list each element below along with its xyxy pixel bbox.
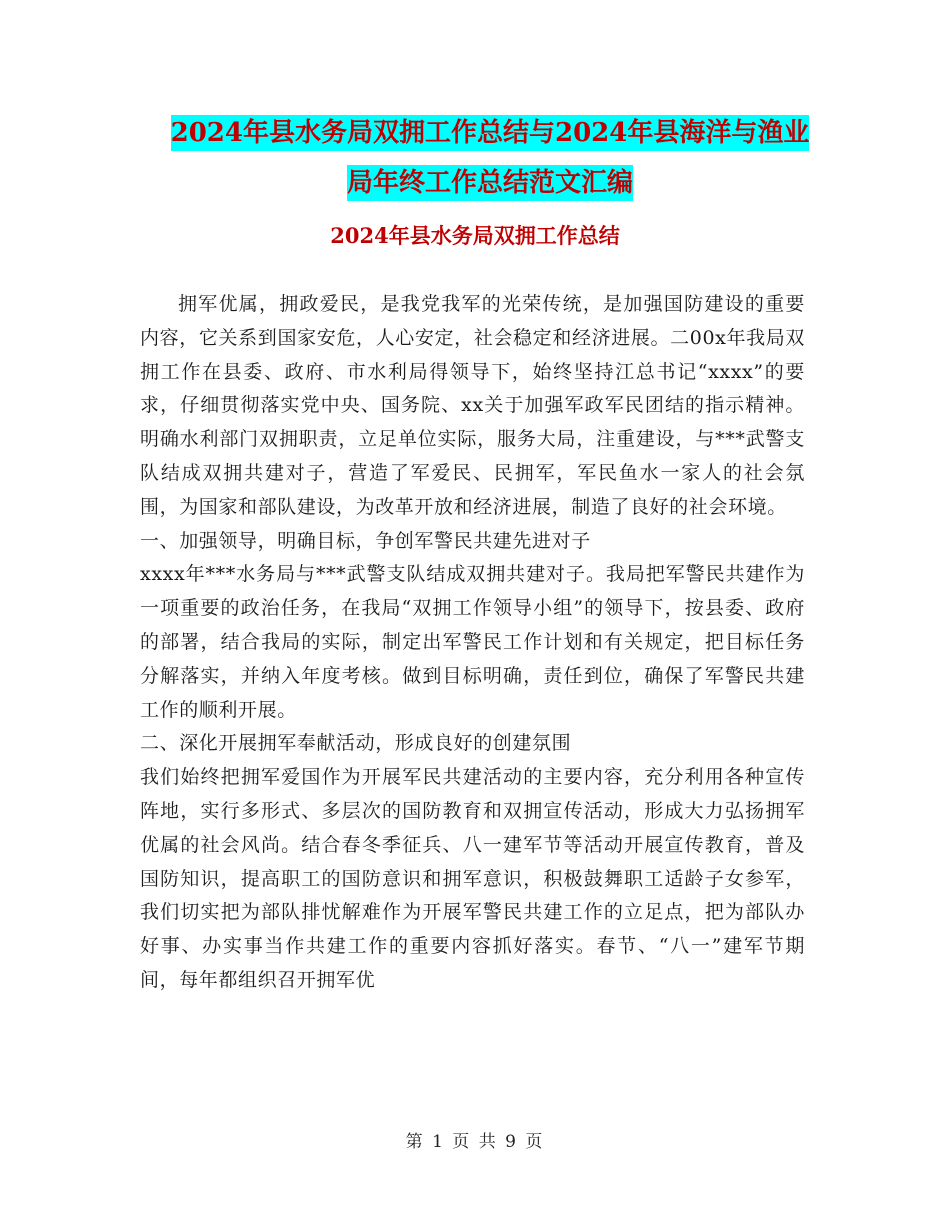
body-paragraph: 拥军优属，拥政爱民，是我党我军的光荣传统，是加强国防建设的重要内容，它关系到国家安危，人心安定，社会稳定和经济进展。二00x年我局双拥工作在县委、政府、市水利局得领导下，始终坚持江总书记“xxxx”的要求，仔细贯彻落实党中央、国务院、xx关于加强军政军民团结的指示精神。明确水利部门双拥职责，立足单位实际，服务大局，注重建设，与***武警支队结成双拥共建对子，营造了军爱民、民拥军，军民鱼水一家人的社会氛围，为国家和部队建设，为改革开放和经济进展，制造了良好的社会环境。 bbox=[140, 293, 805, 518]
document-title bbox=[140, 108, 840, 208]
body-paragraph: xxxx年***水务局与***武警支队结成双拥共建对子。我局把军警民共建作为一项重要的政治任务，在我局“双拥工作领导小组”的领导下，按县委、政府的部署，结合我局的实际，制定出军警民工作计划和有关规定，把目标任务分解落实，并纳入年度考核。做到目标明确，责任到位，确保了军警民共建工作的顺利开展。 bbox=[140, 563, 805, 721]
document-title-line-1: 2024年县水务局双拥工作总结与2024年县海洋与渔业 bbox=[171, 115, 810, 151]
document-title-line-2: 局年终工作总结范文汇编 bbox=[347, 165, 633, 201]
section-title: 2024年县水务局双拥工作总结 bbox=[330, 223, 620, 248]
document-body bbox=[140, 288, 805, 998]
body-heading-2: 二、深化开展拥军奉献活动，形成良好的创建氛围 bbox=[140, 732, 572, 755]
body-paragraph: 我们始终把拥军爱国作为开展军民共建活动的主要内容，充分利用各种宣传阵地，实行多形式、多层次的国防教育和双拥宣传活动，形成大力弘扬拥军优属的社会风尚。结合春冬季征兵、八一建军节等活动开展宣传教育，普及国防知识，提高职工的国防意识和拥军意识，积极鼓舞职工适龄子女参军，我们切实把为部队排忧解难作为开展军警民共建工作的立足点，把为部队办好事、办实事当作共建工作的重要内容抓好落实。春节、“八一”建军节期间，每年都组织召开拥军优 bbox=[140, 766, 805, 991]
body-heading-1: 一、加强领导，明确目标，争创军警民共建先进对子 bbox=[140, 529, 591, 552]
page-number-footer: 第 1 页 共 9 页 bbox=[405, 1132, 545, 1152]
